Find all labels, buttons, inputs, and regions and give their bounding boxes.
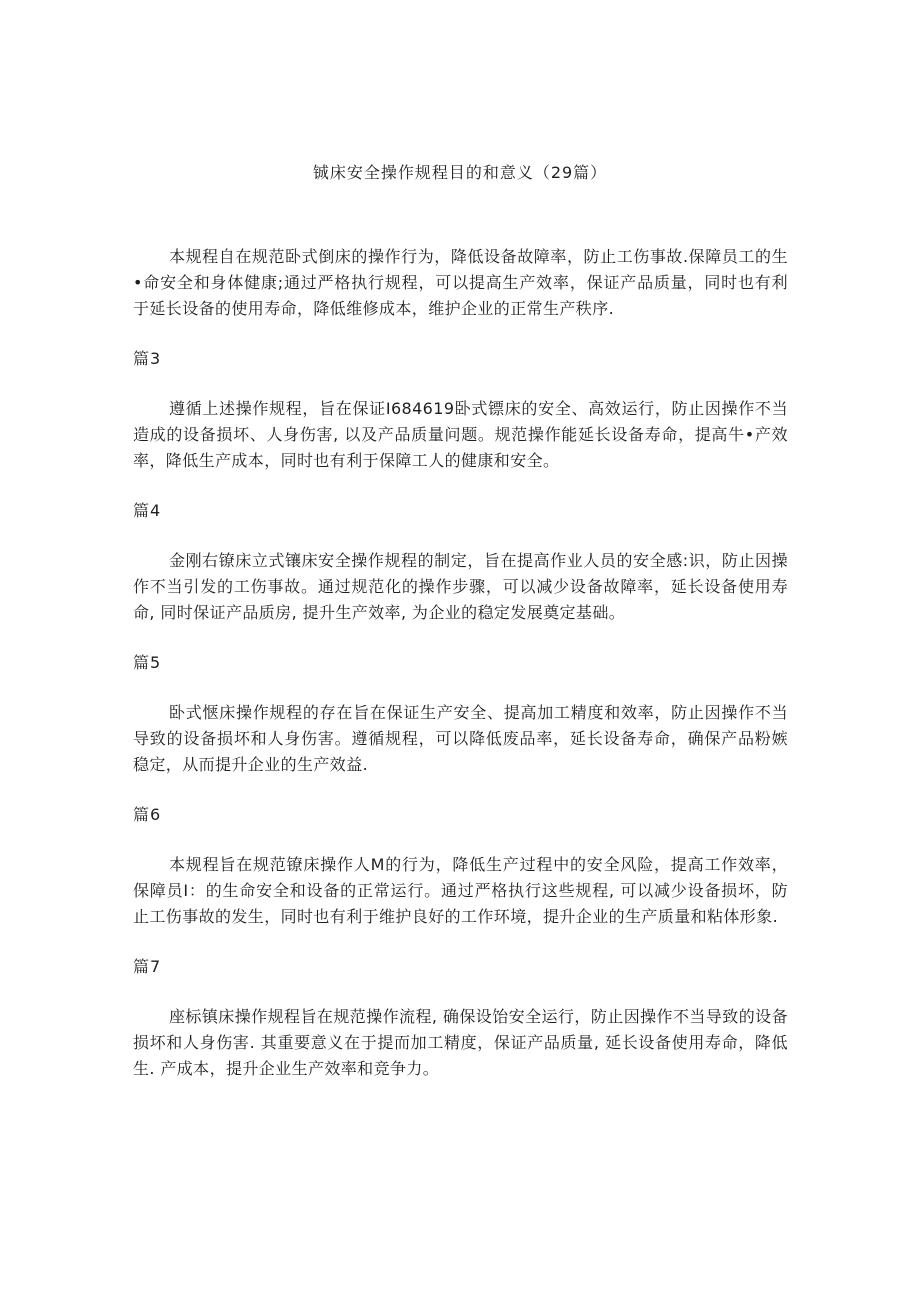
section-heading-6: 篇6: [133, 805, 162, 824]
section-heading-7: 篇7: [133, 957, 162, 976]
section-heading-5: 篇5: [133, 653, 162, 672]
section-paragraph-7: 座标镇床操作规程旨在规范操作流程, 确保设饴安全运行，防止因操作不当导致的设备损坏和人身伤害. 其重要意义在于提而加工精度，保证产品质量, 延长设备使用寿命，降低生. 产成本，提升企业生产效率和竞争力。: [133, 1007, 788, 1078]
section-paragraph-6: 本规程旨在规范镣床操作人M的行为，降低生产过程中的安全风险，提高工作效率，保障员I：的生命安全和设备的正常运行。通过严格执行这些规程, 可以减少设备损坏，防止工伤事故的发生，同时也有利于维护良好的工作环境，提升企业的生产质量和粘体形象.: [133, 855, 788, 926]
document-title: 铖床安全操作规程目的和意义（29篇）: [312, 163, 608, 182]
section-paragraph-5: 卧式惬床操作规程的存在旨在保证生产安全、提高加工精度和效率，防止因操作不当导致的设备损坏和人身伤害。遵循规程，可以降低废品率，延长设备寿命，确保产品粉嫉稳定，从而提升企业的生产效益.: [133, 703, 788, 774]
section-paragraph-4: 金刚右镣床立式镶床安全操作规程的制定，旨在提高作业人员的安全感:识，防止因操作不当引发的工伤事故。通过规范化的操作步骤，可以减少设备故障率，延长设备使用寿命, 同时保证产品质房, 提升生产效率, 为企业的稳定发展奠定基础。: [133, 551, 788, 622]
document-body: [133, 244, 788, 1082]
section-heading-4: 篇4: [133, 501, 162, 520]
intro-paragraph: 本规程自在规范卧式倒床的操作行为，降低设备故障率，防止工伤事故.保障员工的生•命安全和身体健康;通过严格执行规程，可以提高生产效率，保证产品质量，同时也有利于延长设备的使用寿命，降低维修成本，维护企业的正常生产秩序.: [133, 247, 788, 318]
section-paragraph-3: 遵循上述操作规程，旨在保证I684619卧式镖床的安全、高效运行，防止因操作不当造成的设备损坏、人身伤害, 以及产品质量问题。规范操作能延长设备寿命，提高牛•产效率，降低生产成本，同时也有利于保障工人的健康和安全。: [133, 399, 788, 470]
section-heading-3: 篇3: [133, 349, 162, 368]
